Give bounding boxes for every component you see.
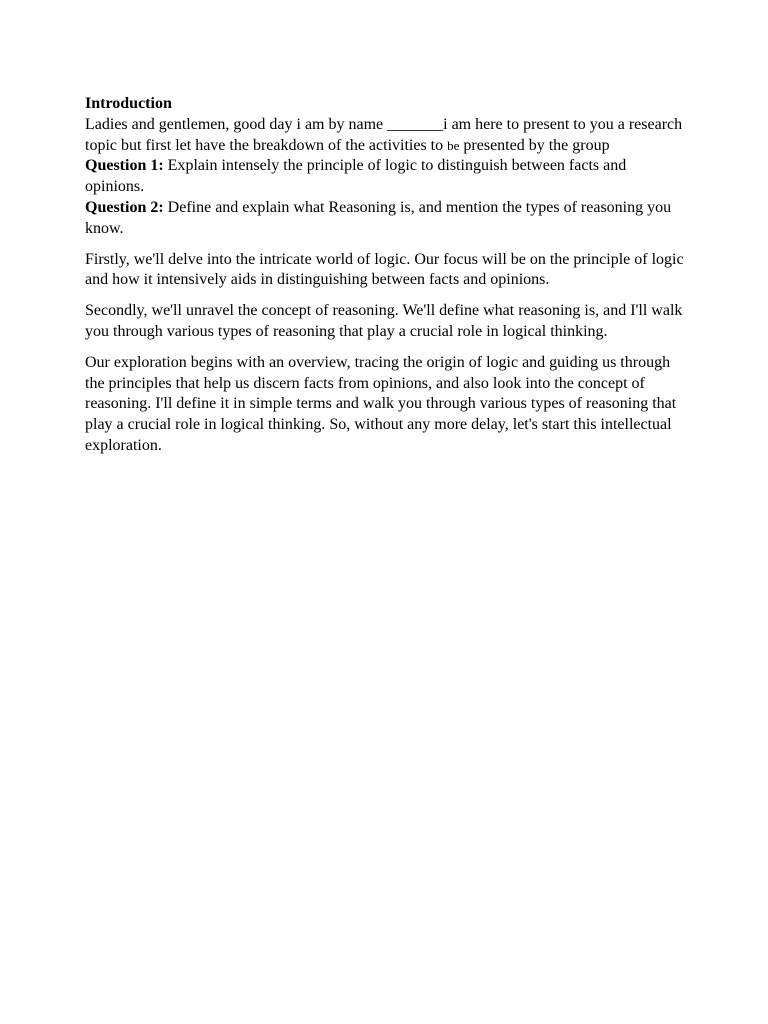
paragraph-secondly: Secondly, we'll unravel the concept of reasoning. We'll define what reasoning is, and I'll walk you through various types of reasoning that play a crucial role in logical thinking. (85, 302, 683, 340)
question-2-text: Define and explain what Reasoning is, and mention the types of reasoning you know. (85, 198, 672, 237)
question-1-label: Question 1: (85, 157, 164, 175)
intro-text-start: Ladies and gentlemen, good day i am by name _______i am here to present to you a research topic but first let have the breakdown of the activities to (85, 115, 683, 154)
intro-small-word: be (447, 137, 460, 153)
section-heading: Introduction (85, 95, 172, 112)
paragraph-firstly: Firstly, we'll delve into the intricate world of logic. Our focus will be on the principle of logic and how it intensively aids in distinguishing between facts and opinions. (85, 250, 684, 289)
intro-paragraph (85, 115, 685, 157)
intro-text-end: presented by the group (459, 136, 610, 154)
question-2-label: Question 2: (85, 198, 164, 216)
question-2 (85, 198, 685, 240)
document-body (85, 94, 685, 457)
paragraph-exploration: Our exploration begins with an overview, tracing the origin of logic and guiding us through the principles that help us discern facts from opinions, and also look into the concept of reasoning. I'll define it in simple terms and walk you through various types of reasoning that play a crucial role in logical thinking. So, without any more delay, let's start this intellectual exploration. (85, 353, 677, 454)
question-1-text: Explain intensely the principle of logic to distinguish between facts and opinions. (85, 157, 627, 196)
question-1 (85, 156, 685, 198)
